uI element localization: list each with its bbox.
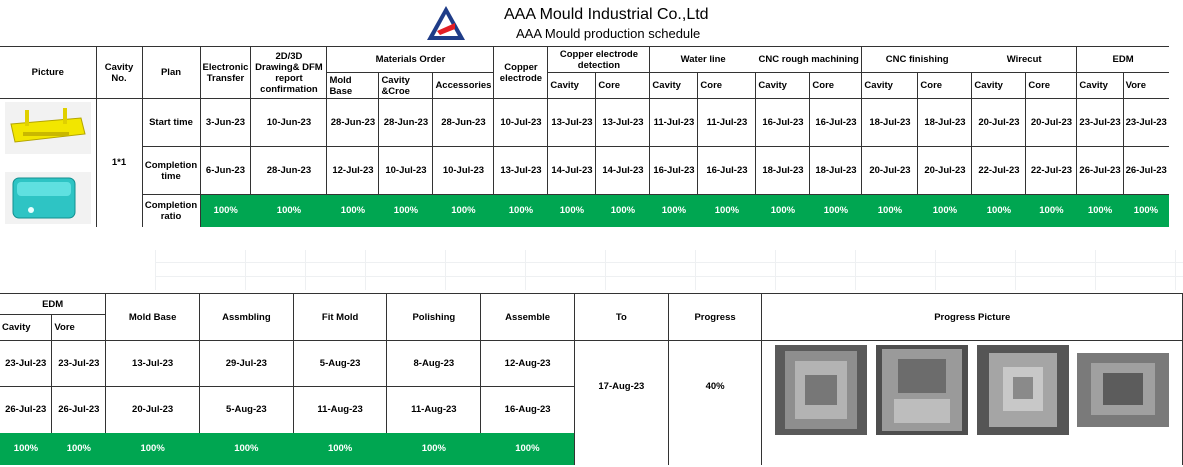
bottom-header-polishing: Polishing: [387, 294, 481, 341]
start-accessories: 28-Jun-23: [433, 99, 494, 147]
start-cavity-core: 28-Jun-23: [379, 99, 433, 147]
header-copper-electrode: Copper electrode: [494, 47, 548, 99]
end-electronic-transfer: 6-Jun-23: [200, 147, 251, 195]
bottom-header-vore: Vore: [52, 315, 106, 341]
end-accessories: 10-Jul-23: [433, 147, 494, 195]
progress-photo-1: [775, 345, 867, 435]
end-edm-vore: 26-Jul-23: [1123, 147, 1169, 195]
start-mold-base: 28-Jun-23: [327, 99, 379, 147]
end-edm-cavity: 26-Jul-23: [1077, 147, 1123, 195]
end-wirecut-cavity: 22-Jul-23: [972, 147, 1026, 195]
header-edm: EDM: [1077, 47, 1169, 73]
to-value: 17-Aug-23: [575, 341, 669, 433]
bottom-header-to: To: [575, 294, 669, 341]
row-label-completion: Completion time: [142, 147, 200, 195]
end-detection-core: 14-Jul-23: [596, 147, 650, 195]
b-ratio-polishing: 100%: [387, 433, 481, 465]
b-start-edm-vore: 23-Jul-23: [52, 341, 106, 387]
b-start-fit-mold: 5-Aug-23: [293, 341, 387, 387]
end-wirecut-core: 22-Jul-23: [1026, 147, 1077, 195]
header-cncrough-core: Core: [810, 73, 862, 99]
start-cncfinish-cavity: 18-Jul-23: [862, 99, 918, 147]
to-empty-cell: [575, 433, 669, 465]
header-edm-cavity: Cavity: [1077, 73, 1123, 99]
start-copper-electrode: 10-Jul-23: [494, 99, 548, 147]
header-picture: Picture: [0, 47, 96, 99]
schedule-title: AAA Mould production schedule: [516, 26, 701, 41]
b-start-mold-base: 13-Jul-23: [106, 341, 200, 387]
header-wirecut: Wirecut: [972, 47, 1077, 73]
header-cavity-core: Cavity &Croe: [379, 73, 433, 99]
part-top-image: [5, 102, 91, 154]
start-detection-core: 13-Jul-23: [596, 99, 650, 147]
start-edm-cavity: 23-Jul-23: [1077, 99, 1123, 147]
bottom-header-edm: EDM: [0, 294, 106, 315]
bottom-header-fit-mold: Fit Mold: [293, 294, 387, 341]
start-cncrough-cavity: 16-Jul-23: [756, 99, 810, 147]
b-start-assemble: 12-Aug-23: [481, 341, 575, 387]
header-drawing-dfm: 2D/3D Drawing& DFM report confirmation: [251, 47, 327, 99]
part-pictures: [0, 99, 96, 227]
ratio-mold-base: 100%: [327, 195, 379, 227]
ratio-wirecut-core: 100%: [1026, 195, 1077, 227]
company-logo-icon: [426, 5, 466, 41]
ratio-accessories: 100%: [433, 195, 494, 227]
header-electronic-transfer: Electronic Transfer: [200, 47, 251, 99]
end-cncrough-core: 18-Jul-23: [810, 147, 862, 195]
progress-pictures: [762, 341, 1183, 465]
b-end-mold-base: 20-Jul-23: [106, 387, 200, 433]
page-header: [0, 0, 1183, 46]
start-waterline-core: 11-Jul-23: [698, 99, 756, 147]
end-copper-electrode: 13-Jul-23: [494, 147, 548, 195]
ratio-detection-core: 100%: [596, 195, 650, 227]
cavity-value: 1*1: [96, 99, 142, 227]
b-end-assmbling: 5-Aug-23: [199, 387, 293, 433]
start-cncfinish-core: 18-Jul-23: [918, 99, 972, 147]
header-edm-vore: Vore: [1123, 73, 1169, 99]
progress-photo-4: [1077, 345, 1169, 435]
end-drawing-dfm: 28-Jun-23: [251, 147, 327, 195]
ratio-cavity-core: 100%: [379, 195, 433, 227]
start-detection-cavity: 13-Jul-23: [548, 99, 596, 147]
bottom-header-mold-base: Mold Base: [106, 294, 200, 341]
b-ratio-edm-vore: 100%: [52, 433, 106, 465]
faint-gridlines: [155, 250, 1183, 295]
b-ratio-fit-mold: 100%: [293, 433, 387, 465]
company-name: AAA Mould Industrial Co.,Ltd: [504, 6, 709, 23]
start-waterline-cavity: 11-Jul-23: [650, 99, 698, 147]
header-cncfinish-cavity: Cavity: [862, 73, 918, 99]
ratio-electronic-transfer: 100%: [200, 195, 251, 227]
end-cncfinish-core: 20-Jul-23: [918, 147, 972, 195]
ratio-edm-vore: 100%: [1123, 195, 1169, 227]
header-waterline-core: Core: [698, 73, 756, 99]
header-accessories: Accessories: [433, 73, 494, 99]
header-materials-order: Materials Order: [327, 47, 494, 73]
end-mold-base: 12-Jul-23: [327, 147, 379, 195]
bottom-header-assmbling: Assmbling: [199, 294, 293, 341]
bottom-header-cavity: Cavity: [0, 315, 52, 341]
end-waterline-cavity: 16-Jul-23: [650, 147, 698, 195]
header-detection-core: Core: [596, 73, 650, 99]
ratio-cncfinish-core: 100%: [918, 195, 972, 227]
b-end-edm-vore: 26-Jul-23: [52, 387, 106, 433]
end-cncrough-cavity: 18-Jul-23: [756, 147, 810, 195]
header-mold-base: Mold Base: [327, 73, 379, 99]
row-label-start: Start time: [142, 99, 200, 147]
start-electronic-transfer: 3-Jun-23: [200, 99, 251, 147]
ratio-detection-cavity: 100%: [548, 195, 596, 227]
header-cavity-no: Cavity No.: [96, 47, 142, 99]
header-cnc-rough: CNC rough machining: [756, 47, 862, 73]
ratio-wirecut-cavity: 100%: [972, 195, 1026, 227]
b-end-assemble: 16-Aug-23: [504, 404, 551, 416]
header-wirecut-cavity: Cavity: [972, 73, 1026, 99]
header-detection-cavity: Cavity: [548, 73, 596, 99]
header-cncfinish-core: Core: [918, 73, 972, 99]
b-ratio-assemble: 100%: [481, 433, 575, 465]
b-ratio-edm-cavity: 100%: [0, 433, 52, 465]
header-copper-electrode-detection: Copper electrode detection: [548, 47, 650, 73]
end-cavity-core: 10-Jul-23: [379, 147, 433, 195]
bottom-header-progress-picture: Progress Picture: [762, 294, 1183, 341]
ratio-cncrough-cavity: 100%: [756, 195, 810, 227]
ratio-cncfinish-cavity: 100%: [862, 195, 918, 227]
start-drawing-dfm: 10-Jun-23: [251, 99, 327, 147]
progress-photo-2: [876, 345, 968, 435]
row-label-ratio: Completion ratio: [142, 195, 200, 227]
header-cnc-finishing: CNC finishing: [862, 47, 972, 73]
b-start-assmbling: 29-Jul-23: [199, 341, 293, 387]
schedule-table-top: [0, 46, 1169, 227]
bottom-header-assemble: Assemble: [481, 294, 575, 341]
progress-photo-3: [977, 345, 1069, 435]
ratio-waterline-core: 100%: [698, 195, 756, 227]
part-bottom-image: [5, 172, 91, 224]
header-waterline-cavity: Cavity: [650, 73, 698, 99]
header-plan: Plan: [142, 47, 200, 99]
start-wirecut-cavity: 20-Jul-23: [972, 99, 1026, 147]
b-end-fit-mold: 11-Aug-23: [293, 387, 387, 433]
bottom-header-progress: Progress: [668, 294, 762, 341]
b-start-edm-cavity: 23-Jul-23: [0, 341, 52, 387]
header-wirecut-core: Core: [1026, 73, 1077, 99]
ratio-waterline-cavity: 100%: [650, 195, 698, 227]
ratio-drawing-dfm: 100%: [251, 195, 327, 227]
end-detection-cavity: 14-Jul-23: [548, 147, 596, 195]
start-wirecut-core: 20-Jul-23: [1026, 99, 1077, 147]
ratio-edm-cavity: 100%: [1077, 195, 1123, 227]
ratio-cncrough-core: 100%: [810, 195, 862, 227]
start-edm-vore: 23-Jul-23: [1123, 99, 1169, 147]
end-cncfinish-cavity: 20-Jul-23: [862, 147, 918, 195]
start-cncrough-core: 16-Jul-23: [810, 99, 862, 147]
ratio-copper-electrode: 100%: [494, 195, 548, 227]
b-end-edm-cavity: 26-Jul-23: [0, 387, 52, 433]
end-waterline-core: 16-Jul-23: [698, 147, 756, 195]
b-start-polishing: 8-Aug-23: [387, 341, 481, 387]
progress-value: 40%: [668, 341, 762, 433]
header-cncrough-cavity: Cavity: [756, 73, 810, 99]
progress-empty-cell: [668, 433, 762, 465]
b-ratio-assmbling: 100%: [199, 433, 293, 465]
b-ratio-mold-base: 100%: [106, 433, 200, 465]
schedule-table-bottom: [0, 293, 1183, 465]
header-water-line: Water line: [650, 47, 756, 73]
b-end-polishing: 11-Aug-23: [387, 387, 481, 433]
